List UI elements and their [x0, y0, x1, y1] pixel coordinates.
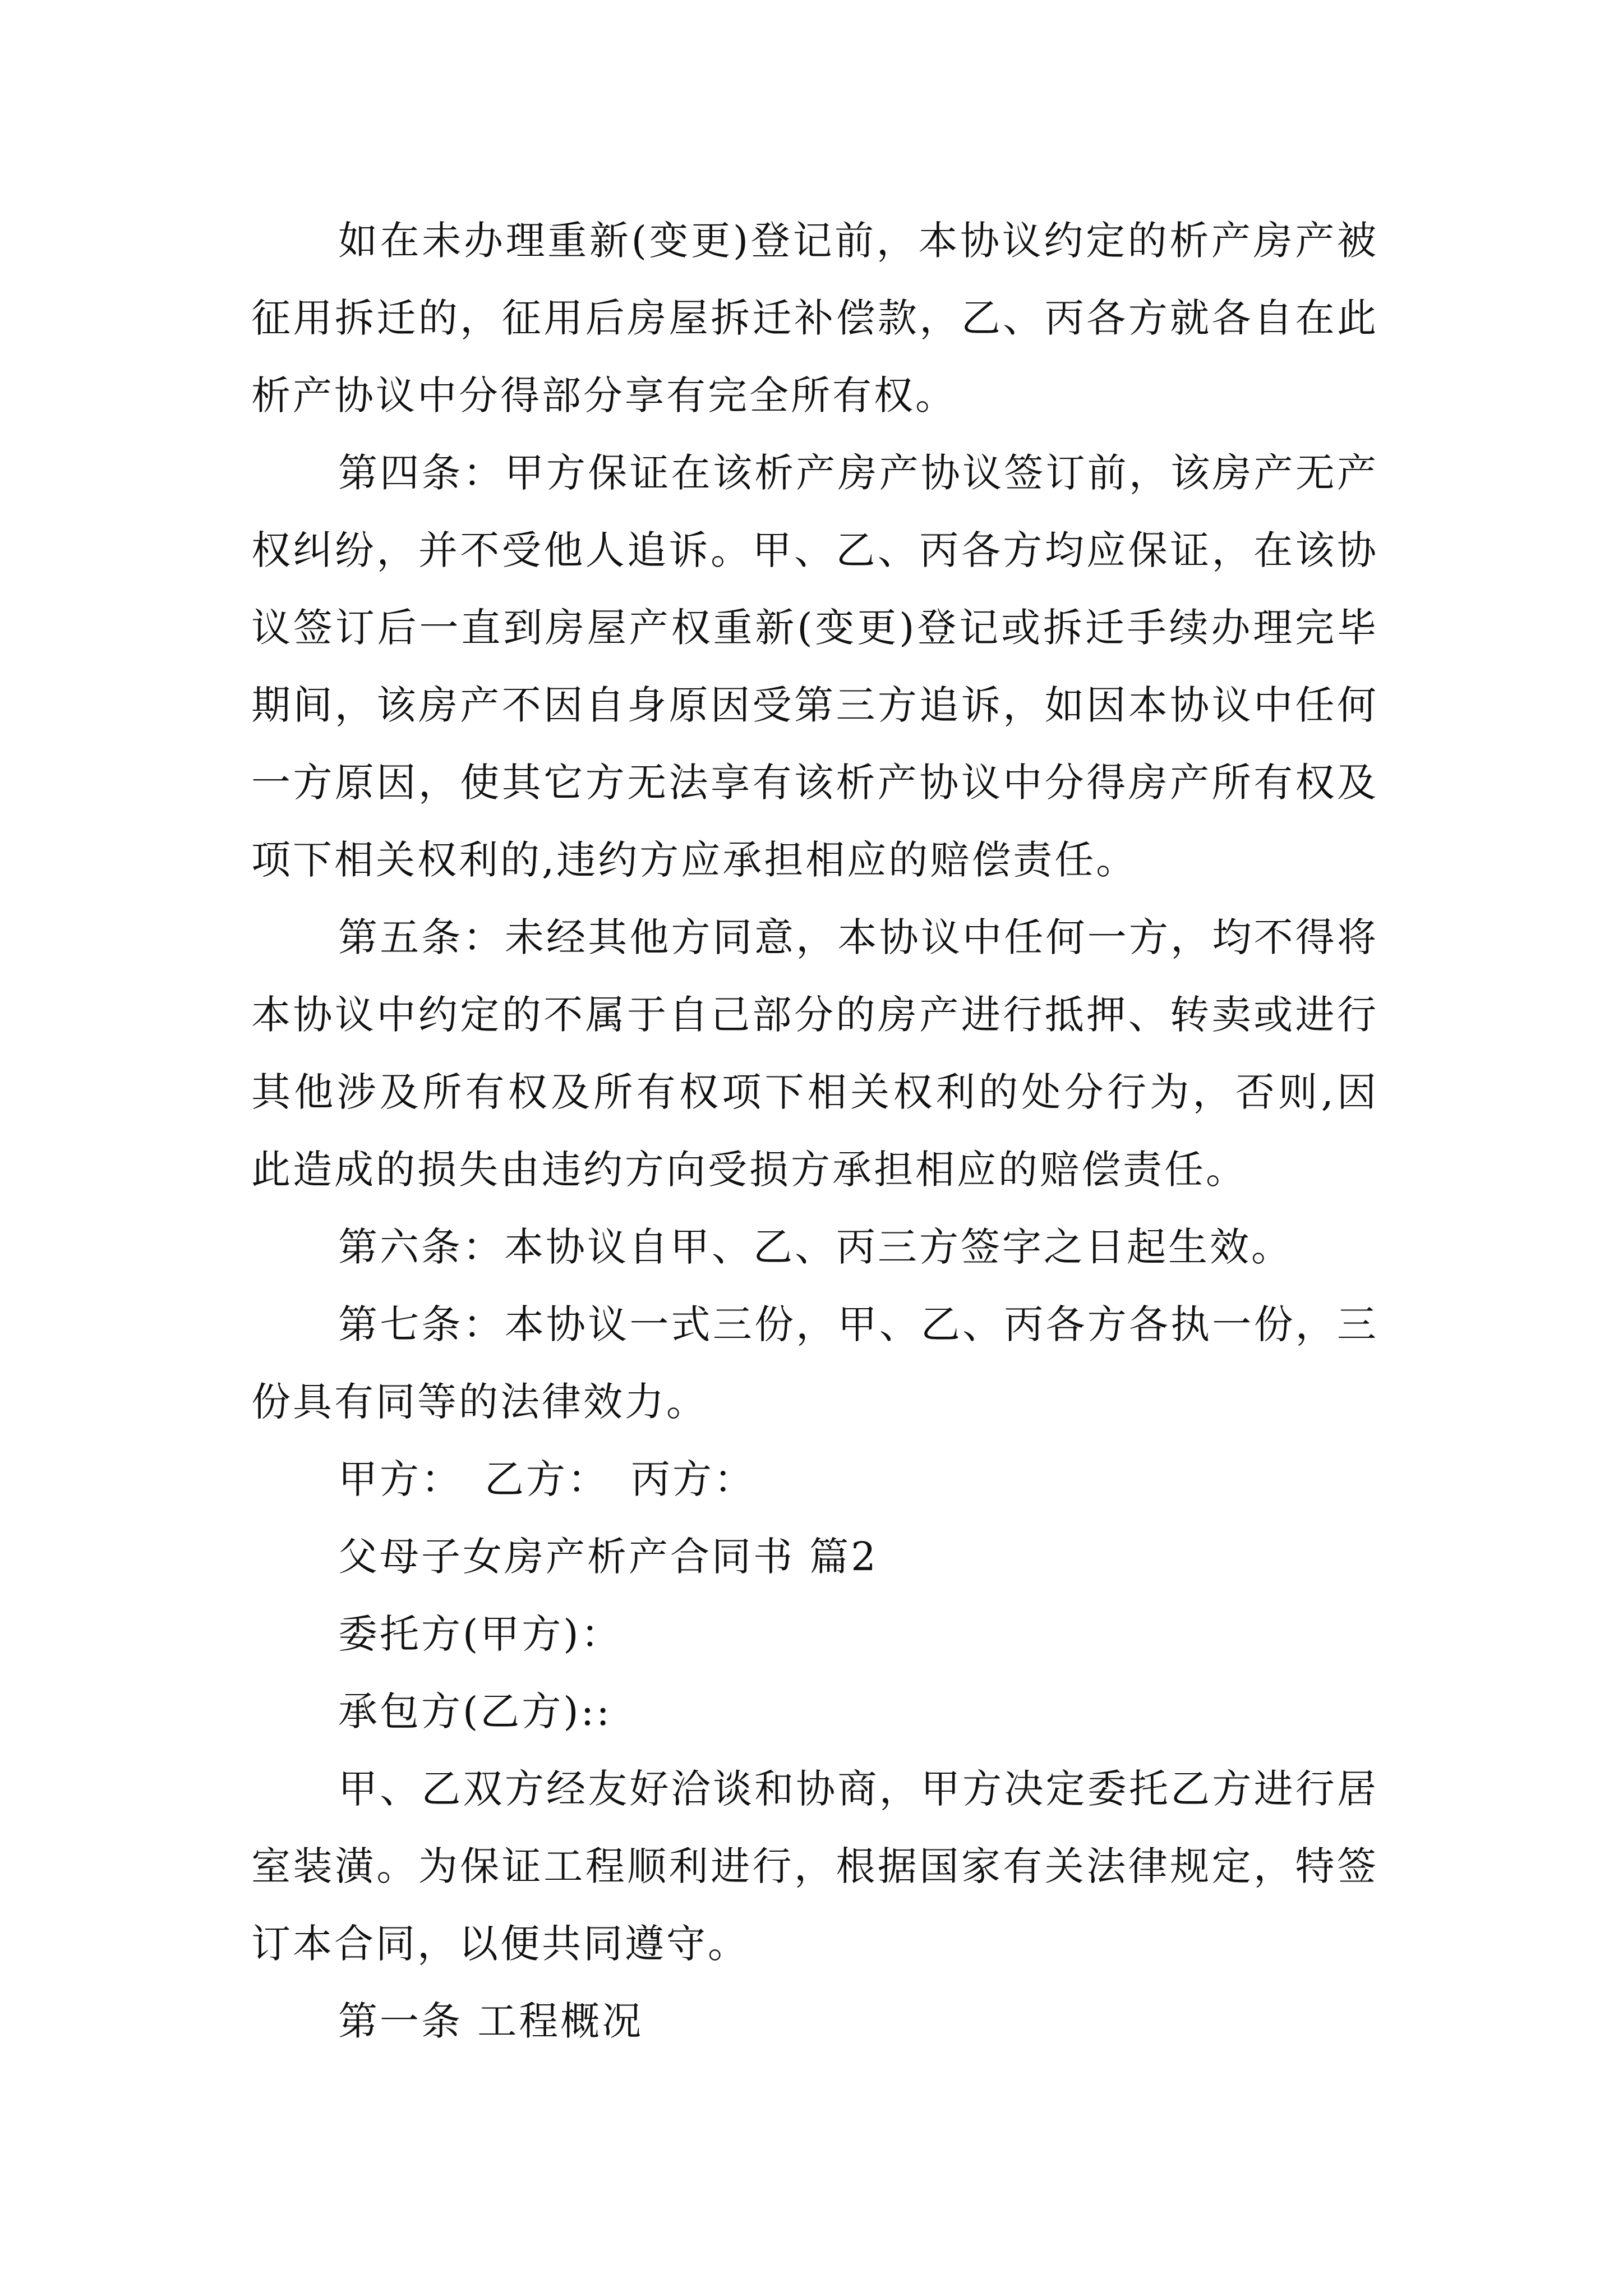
paragraph-article-6: 第六条：本协议自甲、乙、丙三方签字之日起生效。 [338, 1224, 1293, 1270]
section-title-part-2: 父母子女房产析产合同书 篇2 [338, 1534, 878, 1580]
contractor-party-line: 承包方(乙方):: [338, 1688, 612, 1734]
signature-line: 甲方： 乙方： 丙方： [338, 1456, 755, 1502]
article-1-heading: 第一条 工程概况 [338, 1998, 644, 2044]
document-body [251, 202, 1378, 2060]
paragraph-demolition-clause: 如在未办理重新(变更)登记前，本协议约定的析产房产被征用拆迁的，征用后房屋拆迁补偿款，乙、丙各方就各自在此析产协议中分得部分享有完全所有权。 [251, 218, 1378, 418]
paragraph-article-4: 第四条：甲方保证在该析产房产协议签订前，该房产无产权纠纷，并不受他人追诉。甲、乙、丙各方均应保证，在该协议签订后一直到房屋产权重新(变更)登记或拆迁手续办理完毕期间，该房产不因自身原因受第三方追诉，如因本协议中任何一方原因，使其它方无法享有该析产协议中分得房产所有权及项下相关权利的,违约方应承担相应的赔偿责任。 [251, 450, 1378, 883]
client-party-line: 委托方(甲方)： [338, 1611, 623, 1657]
paragraph-article-5: 第五条：未经其他方同意，本协议中任何一方，均不得将本协议中约定的不属于自己部分的房产进行抵押、转卖或进行其他涉及所有权及所有权项下相关权利的处分行为，否则,因此造成的损失由违约方向受损方承担相应的赔偿责任。 [251, 914, 1378, 1193]
paragraph-article-7: 第七条：本协议一式三份，甲、乙、丙各方各执一份，三份具有同等的法律效力。 [251, 1301, 1378, 1425]
paragraph-intro: 甲、乙双方经友好洽谈和协商，甲方决定委托乙方进行居室装潢。为保证工程顺利进行，根据国家有关法律规定，特签订本合同，以便共同遵守。 [251, 1766, 1378, 1967]
